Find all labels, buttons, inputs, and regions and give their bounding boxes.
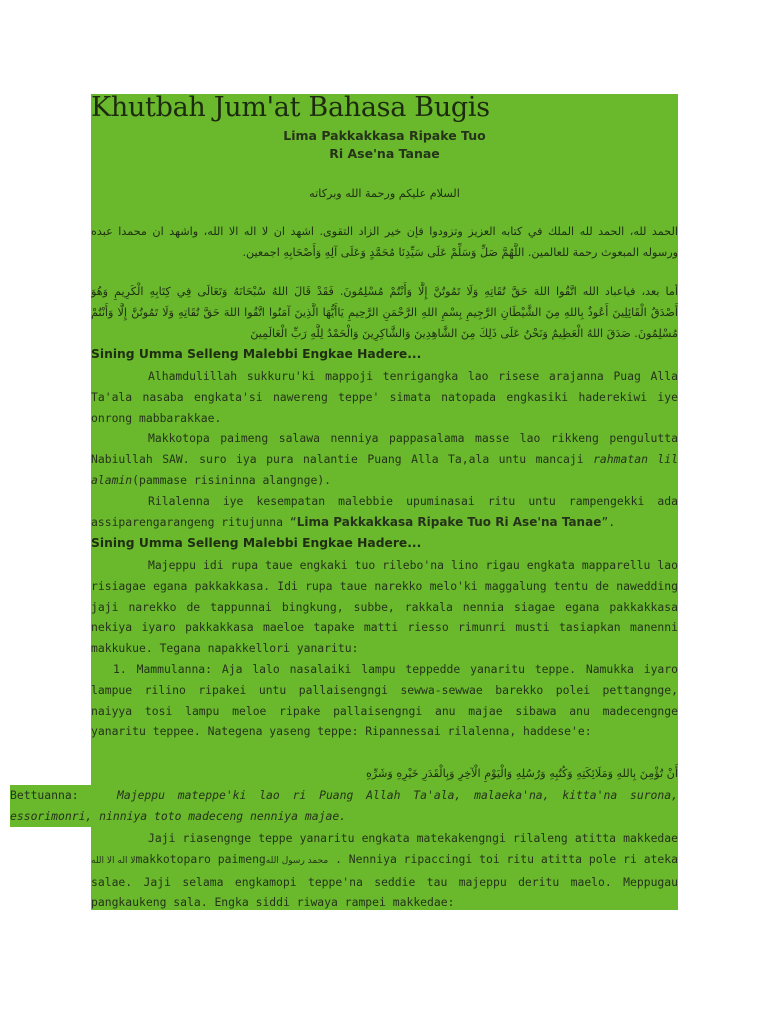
paragraph-3-tail: ”.: [601, 514, 616, 529]
paragraph-2-tail: (pammase risininna alangnge).: [132, 472, 332, 487]
paragraph-3: [91, 491, 678, 533]
arabic-amma-line-1: أما بعد، فياعباد الله اتَّقُوا اللهَ حَقَّ تُقَاتِهِ وَلَا تَمُوتُنَّ إِلَّا وَأَنْتُمْ مُسْلِمُونَ. فَقَدْ قَالَ اللهُ سُبْحَانَهُ وَتَعَالَى فِي كِتَابِهِ الْكَرِيمِ وَهُوَ: [91, 285, 678, 298]
paragraph-2: [91, 428, 678, 490]
document-title: Khutbah Jum'at Bahasa Bugis: [91, 92, 490, 123]
paragraph-1: Alhamdulillah sukkuru'ki mappoji tenrigangka lao risese arajanna Puag Alla Ta'ala nasaba engkata'si nawereng teppe' simata natopada engkasiki haderekiwi iye onrong mabbarakkae.: [91, 369, 678, 425]
subtitle-line-1: Lima Pakkakkasa Ripake Tuo: [283, 128, 486, 143]
bettuanna-text: Majeppu mateppe'ki lao ri Puang Allah Ta'ala, malaeka'na, kitta'na surona, essorimonri, ninniya toto madeceng nenniya majae.: [10, 788, 678, 823]
paragraph-5-arabic-1: لا اله الا الله: [91, 855, 136, 866]
paragraph-4: Majeppu idi rupa taue engkaki tuo rilebo'na lino rigau engkata mapparellu lao risiagae egana pakkakkasa. Idi rupa taue narekko melo'ki maggalung tentu de nawedding jaji narekko de tappunnai bingkung, subbe, rakkala nennia siagae egana pakkakkasa nekiya iyaro pakkakkasa maeloe tapake matti riesso rimunri musti tasiapkan manenni makkukue. Tegana napakkellori yanaritu:: [91, 558, 678, 656]
arabic-opening-line-2: ورسوله المبعوث رحمة للعالمين. اللَّهُمَّ صَلِّ وَسَلِّمْ عَلَى سَيِّدِنَا مُحَمَّدٍ وَعَلَى آلِهِ وَأَصْحَابِهِ اجمعين.: [242, 246, 678, 259]
arabic-opening-line-1: الحمد لله، الحمد لله الملك في كتابه العزيز وتزودوا فإن خير الزاد التقوى. اشهد ان لا اله الا الله، واشهد ان محمدا عبده: [91, 225, 678, 238]
list-item-1: 1. Mammulanna: Aja lalo nasalaiki lampu teppedde yanaritu teppe. Namukka iyaro lampue rilino ripakei untu pallaisengngi sewwa-sewwae barekko polei pettangnge, naiyya tosi lampu meloe ripake pallaisengngi anu majae sibawa anu madecengnge yanaritu teppee. Nategena yaseng teppe: Ripannessai rilalenna, haddese'e:: [91, 662, 678, 739]
section-heading-1: Sining Umma Selleng Malebbi Engkae Hadere...: [91, 347, 422, 361]
subtitle-line-2: Ri Ase'na Tanae: [329, 146, 440, 161]
paragraph-5-arabic-2: محمد رسول الله: [265, 855, 329, 866]
section-heading-2: Sining Umma Selleng Malebbi Engkae Hadere...: [91, 536, 422, 550]
paragraph-2-text: Makkotopa paimeng salawa nenniya pappasalama masse lao rikkeng pengulutta Nabiullah SAW. suro iya pura nalantie Puang Alla Ta,ala untu mancaji: [91, 431, 678, 466]
arabic-amma-line-3: مُسْلِمُونَ. صَدَقَ اللهُ الْعَظِيمُ وَنَحْنُ عَلَى ذَلِكَ مِنَ الشَّاهِدِينَ وَالشَّاكِرِينَ وَالْحَمْدُ لِلَّهِ رَبِّ الْعَالَمِينَ: [250, 327, 678, 340]
bettuanna-label: Bettuanna:: [10, 788, 79, 802]
arabic-iman-hadith: أَنْ تُؤْمِنَ بِاللهِ وَمَلَائِكَتِهِ وَكُتُبِهِ وَرُسُلِهِ وَالْيَوْمِ الْآخِرِ وَبِالْقَدَرِ خَيْرِهِ وَشَرِّهِ: [366, 767, 678, 780]
paragraph-3-text: Rilalenna iye kesempatan malebbie upuminasai ritu untu rampengekki ada assiparengarangeng ritujunna “: [91, 494, 678, 529]
paragraph-2-italic: rahmatan lil alamin: [91, 451, 678, 487]
paragraph-5: [91, 828, 678, 913]
paragraph-5-middle: makkotoparo paimeng: [135, 851, 266, 866]
arabic-salam: السلام عليكم ورحمة الله وبركاته: [309, 187, 460, 200]
paragraph-3-bold: Lima Pakkakkasa Ripake Tuo Ri Ase'na Tanae: [296, 514, 602, 529]
paragraph-5-text: Jaji riasengnge teppe yanaritu engkata matekakengngi rilaleng atitta makkedae: [148, 831, 678, 845]
bettuanna-paragraph: [10, 785, 678, 827]
arabic-amma-line-2: أَصْدَقُ الْقَائِلِينَ أَعُوذُ بِاللهِ مِنَ الشَّيْطَانِ الرَّجِيمِ بِسْمِ اللهِ الرَّحْمَنِ الرَّحِيمِ يَاأَيُّهَا الَّذِينَ آمَنُوا اتَّقُوا اللهَ حَقَّ تُقَاتِهِ وَلَا تَمُوتُنَّ إِلَّا وَأَنْتُمْ: [91, 306, 678, 319]
paragraph-5-tail: . Nenniya ripaccingi toi ritu atitta pole ri ateka salae. Jaji selama engkamopi teppe'na seddie tau majeppu deritu maelo. Meppugau pangkaukeng sala. Engka siddi riwaya rampei makkedae:: [91, 851, 679, 910]
